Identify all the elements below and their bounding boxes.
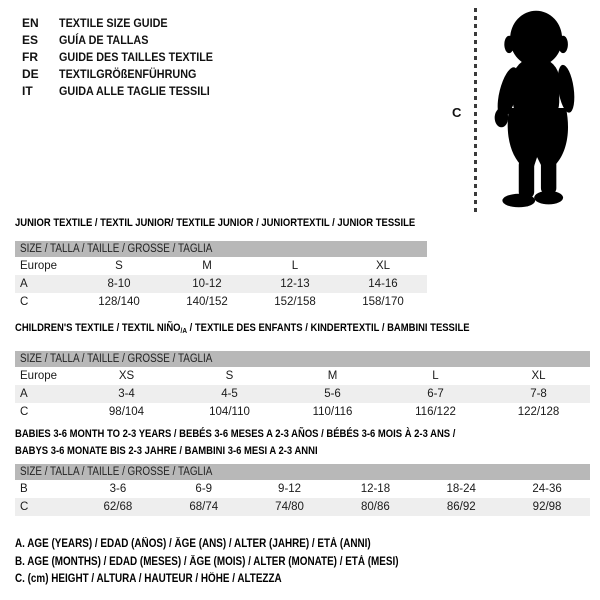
height-cell: 116/122 <box>415 406 456 418</box>
heading-part: / TEXTILE DES ENFANTS / KINDERTEXTIL / BAMBINI TESSILE <box>186 322 470 334</box>
row-label: C <box>20 406 29 418</box>
age-cell: 10-12 <box>192 278 222 290</box>
section-children <box>15 321 590 421</box>
language-row-de <box>22 66 230 83</box>
size-band-text: SIZE / TALLA / TAILLE / GRÖSSE / TAGLIA <box>20 352 213 365</box>
months-cell: 9-12 <box>278 483 302 495</box>
height-cell: 98/104 <box>108 406 145 418</box>
row-label: Europe <box>20 370 58 382</box>
table-header-row <box>15 351 590 367</box>
section-babies <box>15 426 590 516</box>
table-row-height <box>15 403 590 421</box>
language-code: ES <box>22 33 39 47</box>
children-size-table <box>15 351 590 421</box>
months-cell: 6-9 <box>195 483 213 495</box>
height-figure <box>450 5 598 215</box>
size-band-header <box>15 464 590 480</box>
section-heading-babies <box>15 426 590 460</box>
months-cell: 12-18 <box>360 483 391 495</box>
heading-subscript: /A <box>180 326 187 335</box>
age-cell: 6-7 <box>427 388 444 400</box>
table-header-row <box>15 464 590 480</box>
footnote-text: B. AGE (MONTHS) / EDAD (MESES) / ÂGE (MOIS) / ALTER (MONATE) / ETÀ (MESI) <box>15 555 399 568</box>
table-row-height <box>15 293 427 311</box>
row-label: C <box>20 501 29 513</box>
language-title: GUIDE DES TAILLES TEXTILE <box>59 50 214 64</box>
size-cell: S <box>115 260 123 272</box>
junior-size-table <box>15 241 427 311</box>
section-heading-text <box>15 321 470 338</box>
language-title: GUÍA DE TALLAS <box>59 33 149 47</box>
language-code: EN <box>22 16 39 30</box>
section-heading-text: BABYS 3-6 MONATE BIS 2-3 JAHRE / BAMBINI 3-6 MESI A 2-3 ANNI <box>15 445 318 457</box>
section-heading-text: JUNIOR TEXTILE / TEXTIL JUNIOR/ TEXTILE JUNIOR / JUNIORTEXTIL / JUNIOR TESSILE <box>15 217 416 229</box>
section-heading-junior <box>15 216 427 230</box>
size-band-header <box>15 241 427 257</box>
footnote-height <box>15 571 461 589</box>
row-label: B <box>20 483 28 495</box>
language-title-list <box>22 15 230 100</box>
size-band-text: SIZE / TALLA / TAILLE / GRÖSSE / TAGLIA <box>20 242 213 255</box>
row-label: A <box>20 278 28 290</box>
footnotes <box>15 536 461 589</box>
height-cell: 158/170 <box>362 296 404 308</box>
size-cell: XL <box>531 370 546 382</box>
age-cell: 7-8 <box>530 388 547 400</box>
language-row-it <box>22 83 230 100</box>
age-cell: 3-4 <box>118 388 135 400</box>
language-row-es <box>22 32 230 49</box>
size-cell: S <box>225 370 234 382</box>
age-cell: 8-10 <box>107 278 131 290</box>
age-cell: 14-16 <box>368 278 398 290</box>
height-cell: 128/140 <box>98 296 140 308</box>
language-code: IT <box>22 84 33 98</box>
age-cell: 4-5 <box>221 388 238 400</box>
row-label: A <box>20 388 28 400</box>
size-cell: L <box>291 260 299 272</box>
language-row-fr <box>22 49 230 66</box>
height-marker-label: C <box>452 105 462 120</box>
age-cell: 5-6 <box>324 388 341 400</box>
size-cell: XL <box>375 260 391 272</box>
height-cell: 110/116 <box>312 406 353 418</box>
table-row-height <box>15 498 590 516</box>
height-cell: 86/92 <box>446 501 476 513</box>
height-cell: 62/68 <box>103 501 133 513</box>
height-cell: 80/86 <box>361 501 390 513</box>
table-row-europe <box>15 367 590 385</box>
footnote-text: A. AGE (YEARS) / EDAD (AÑOS) / ÂGE (ANS) / ALTER (JAHRE) / ETÀ (ANNI) <box>15 538 371 550</box>
height-cell: 92/98 <box>532 501 562 513</box>
section-junior <box>15 216 427 311</box>
language-code: DE <box>22 67 39 81</box>
height-cell: 140/152 <box>186 296 228 308</box>
months-cell: 3-6 <box>109 483 127 495</box>
size-band-text: SIZE / TALLA / TAILLE / GRÖSSE / TAGLIA <box>20 465 213 478</box>
height-cell: 68/74 <box>189 501 219 513</box>
height-measure-line <box>474 8 477 212</box>
language-title: TEXTILGRÖßENFÜHRUNG <box>59 67 197 81</box>
table-header-row <box>15 241 427 257</box>
table-row-months <box>15 480 590 498</box>
table-row-age <box>15 275 427 293</box>
size-cell: XS <box>118 370 135 382</box>
footnote-age-months <box>15 554 461 572</box>
age-cell: 12-13 <box>280 278 310 290</box>
months-cell: 24-36 <box>532 483 562 495</box>
size-band-header <box>15 351 590 367</box>
height-cell: 122/128 <box>517 406 560 418</box>
section-heading-children <box>15 321 590 338</box>
table-row-age <box>15 385 590 403</box>
row-label: Europe <box>20 260 58 272</box>
language-title: GUIDA ALLE TAGLIE TESSILI <box>59 84 210 98</box>
language-row-en <box>22 15 230 32</box>
height-cell: 152/158 <box>274 296 316 308</box>
size-cell: L <box>432 370 439 382</box>
footnote-text: C. (cm) HEIGHT / ALTURA / HAUTEUR / HÖHE / ALTEZZA <box>15 573 282 585</box>
heading-part: CHILDREN'S TEXTILE / TEXTIL NIÑO <box>15 322 181 334</box>
table-row-europe <box>15 257 427 275</box>
row-label: C <box>20 296 29 308</box>
size-cell: M <box>202 260 212 272</box>
section-heading-text: BABIES 3-6 MONTH TO 2-3 YEARS / BEBÉS 3-6 MESES A 2-3 AÑOS / BÉBÉS 3-6 MOIS À 2-3 ANS / <box>15 428 456 440</box>
language-title: TEXTILE SIZE GUIDE <box>59 16 168 30</box>
size-cell: M <box>327 370 338 382</box>
baby-silhouette-icon <box>486 5 592 213</box>
babies-size-table <box>15 464 590 516</box>
height-cell: 74/80 <box>275 501 304 513</box>
footnote-age-years <box>15 536 461 554</box>
months-cell: 18-24 <box>446 483 476 495</box>
height-cell: 104/110 <box>209 406 250 418</box>
language-code: FR <box>22 50 38 64</box>
